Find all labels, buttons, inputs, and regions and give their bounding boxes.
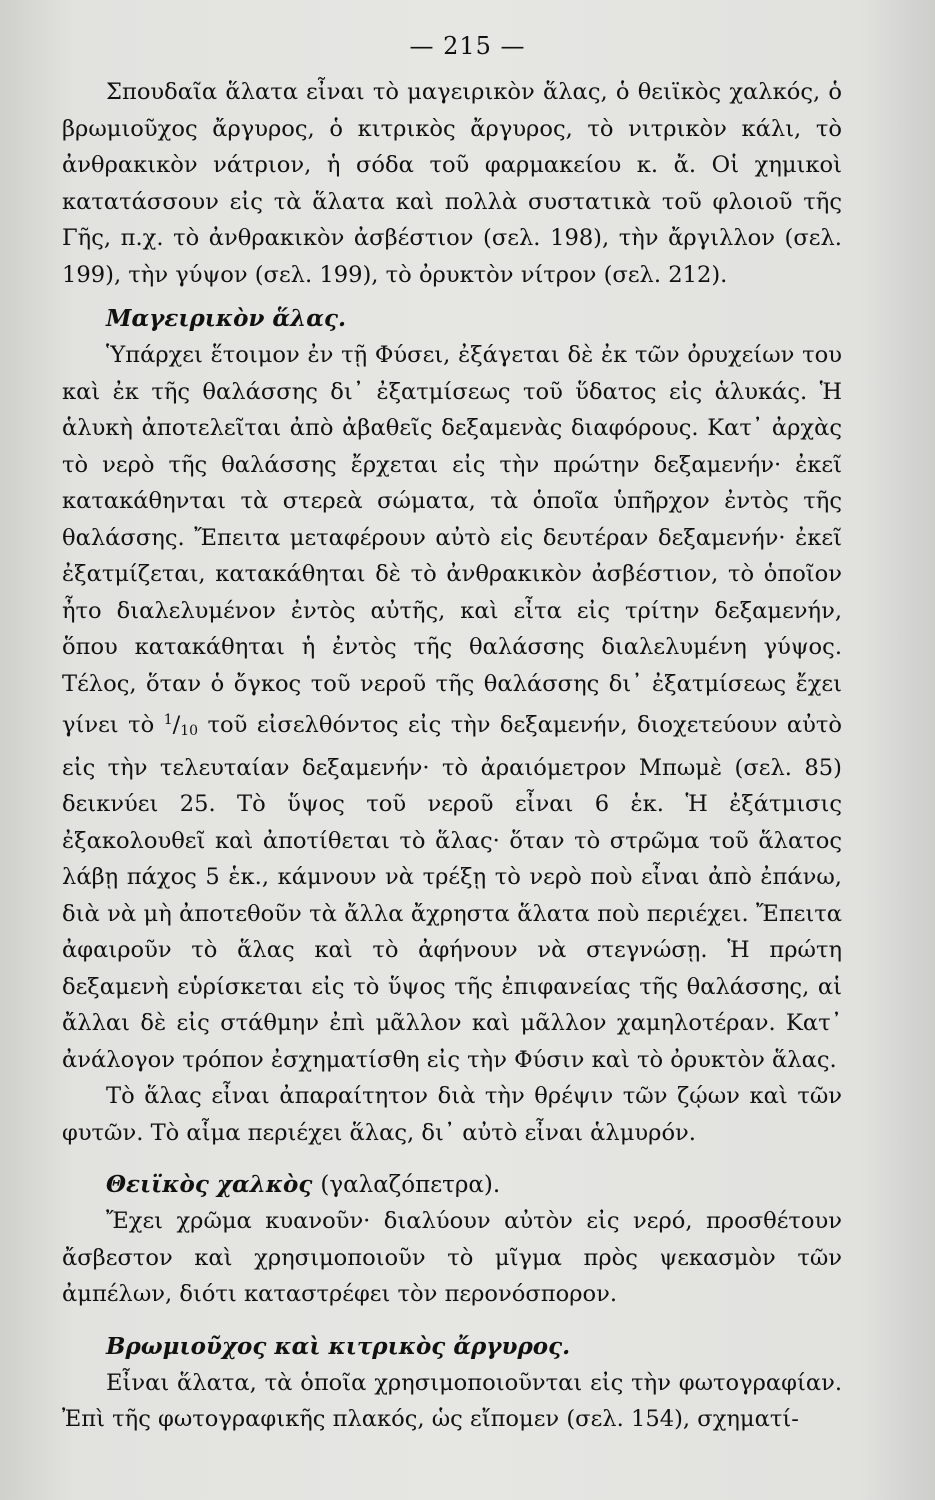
section-heading-salt: Μαγειρικὸν ἅλας. xyxy=(106,305,346,332)
copper-paragraph: Ἔχει χρῶμα κυανοῦν· διαλύουν αὐτὸν εἰς νερό, προσθέτουν ἄσβεστον καὶ χρησιμοποιοῦν τὸ μῖγμα πρὸς ψεκασμὸν τῶν ἀμπέλων, διότι καταστρέφει τὸν περονόσπορον. xyxy=(62,1208,842,1307)
salt-text-part-b: τοῦ εἰσελθόντος εἰς τὴν δεξαμενήν, διοχετεύουν αὐτὸ εἰς τὴν τελευταίαν δεξαμενήν· τὸ ἀραιόμετρον Μπωμὲ (σελ. 85) δεικνύει 25. Τὸ ὕψος τοῦ νεροῦ εἶναι 6 ἑκ. Ἡ ἐξάτμισις ἐξακολουθεῖ καὶ ἀποτίθεται τὸ ἅλας· ὅταν τὸ στρῶμα τοῦ ἅλατος λάβῃ πάχος 5 ἑκ., κάμνουν νὰ τρέξῃ τὸ νερὸ ποὺ εἶναι ἀπὸ ἐπάνω, διὰ νὰ μὴ ἀποτεθοῦν τὰ ἄλλα ἄχρηστα ἅλατα ποὺ περιέχει. Ἔπειτα ἀφαιροῦν τὸ ἅλας καὶ τὸ ἀφήνουν νὰ στεγνώσῃ. Ἡ πρώτη δεξαμενὴ εὑρίσκεται εἰς τὸ ὕψος τῆς ἐπιφανείας τῆς θαλάσσης, αἱ ἄλλαι δὲ εἰς στάθμην ἐπὶ μᾶλλον καὶ μᾶλλον χαμηλοτέραν. Κατ᾿ ἀνάλογον τρόπον ἐσχηματίσθη εἰς τὴν Φύσιν καὶ τὸ ὀρυκτὸν ἅλας. xyxy=(62,712,843,1073)
salt-text-part-a: Ὑπάρχει ἕτοιμον ἐν τῇ Φύσει, ἐξάγεται δὲ ἐκ τῶν ὀρυχείων του καὶ ἐκ τῆς θαλάσσης δι᾿ ἐξατμίσεως τοῦ ὕδατος εἰς ἁλυκάς. Ἡ ἁλυκὴ ἀποτελεῖται ἀπὸ ἀβαθεῖς δεξαμενὰς διαφόρους. Κατ᾿ ἀρχὰς τὸ νερὸ τῆς θαλάσσης ἔρχεται εἰς τὴν πρώτην δεξαμενήν· ἐκεῖ κατακάθηνται τὰ στερεὰ σώματα, τὰ ὁποῖα ὑπῆρχον ἐντὸς τῆς θαλάσσης. Ἔπειτα μεταφέρουν αὐτὸ εἰς δευτέραν δεξαμενήν· ἐκεῖ ἐξατμίζεται, κατακάθηται δὲ τὸ ἀνθρακικὸν ἀσβέστιον, τὸ ὁποῖον ἦτο διαλελυμένον ἐντὸς αὐτῆς, καὶ εἶτα εἰς τρίτην δεξαμενήν, ὅπου κατακάθηται ἡ ἐντὸς τῆς θαλάσσης διαλελυμένη γύψος. Τέλος, ὅταν ὁ ὄγκος τοῦ νεροῦ τῆς θαλάσσης δι᾿ ἐξατμίσεως ἔχει γίνει τὸ xyxy=(62,342,842,738)
silver-paragraph: Εἶναι ἅλατα, τὰ ὁποῖα χρησιμοποιοῦνται εἰς τὴν φωτογραφίαν. Ἐπὶ τῆς φωτογραφικῆς πλακός, ὡς εἴπομεν (σελ. 154), σχηματί- xyxy=(62,1369,842,1432)
fraction-numerator: 1 xyxy=(163,712,173,728)
salt-paragraph-2: Τὸ ἅλας εἶναι ἀπαραίτητον διὰ τὴν θρέψιν τῶν ζῴων καὶ τῶν φυτῶν. Τὸ αἷμα περιέχει ἅλας, δι᾿ αὐτὸ εἶναι ἁλμυρόν. xyxy=(62,1083,842,1146)
intro-paragraph: Σπουδαῖα ἅλατα εἶναι τὸ μαγειρικὸν ἅλας, ὁ θειϊκὸς χαλκός, ὁ βρωμιοῦχος ἄργυρος, ὁ κιτρικὸς ἄργυρος, τὸ νιτρικὸν κάλι, τὸ ἀνθρακικὸν νάτριον, ἡ σόδα τοῦ φαρμακείου κ. ἄ. Οἱ χημικοὶ κατατάσσουν εἰς τὰ ἅλατα καὶ πολλὰ συστατικὰ τοῦ φλοιοῦ τῆς Γῆς, π.χ. τὸ ἀνθρακικὸν ἀσβέστιον (σελ. 198), τὴν ἄργιλλον (σελ. 199), τὴν γύψον (σελ. 199), τὸ ὀρυκτὸν νίτρον (σελ. 212). xyxy=(62,79,842,288)
copper-heading-title: Θειϊκὸς χαλκὸς xyxy=(106,1171,313,1198)
copper-heading-note: (γαλαζόπετρα). xyxy=(320,1172,501,1198)
section-heading-silver: Βρωμιοῦχος καὶ κιτρικὸς ἄργυρος. xyxy=(106,1332,571,1360)
section-heading-copper-sulfate xyxy=(62,1167,842,1203)
page-number: — 215 — xyxy=(409,32,526,60)
page-body xyxy=(62,74,842,1438)
fraction-denominator: 10 xyxy=(180,723,199,739)
salt-paragraph-1: Ὑπάρχει ἕτοιμον ἐν τῇ Φύσει, ἐξάγεται δὲ ἐκ τῶν ὀρυχείων του καὶ ἐκ τῆς θαλάσσης δι᾿ ἐξατμίσεως τοῦ ὕδατος εἰς ἁλυκάς. Ἡ ἁλυκὴ ἀποτελεῖται ἀπὸ ἀβαθεῖς δεξαμενὰς διαφόρους. Κατ᾿ ἀρχὰς τὸ νερὸ τῆς θαλάσσης ἔρχεται εἰς τὴν πρώτην δεξαμενήν· ἐκεῖ κατακάθηνται τὰ στερεὰ σώματα, τὰ ὁποῖα ὑπῆρχον ἐντὸς τῆς θαλάσσης. Ἔπειτα μεταφέρουν αὐτὸ εἰς δευτέραν δεξαμενήν· ἐκεῖ ἐξατμίζεται, κατακάθηται δὲ τὸ ἀνθρακικὸν ἀσβέστιον, τὸ ὁποῖον ἦτο διαλελυμένον ἐντὸς αὐτῆς, καὶ εἶτα εἰς τρίτην δεξαμενήν, ὅπου κατακάθηται ἡ ἐντὸς τῆς θαλάσσης διαλελυμένη γύψος. Τέλος, ὅταν ὁ ὄγκος τοῦ νεροῦ τῆς θαλάσσης δι᾿ ἐξατμίσεως ἔχει γίνει τὸ $^1/_{10}$ τοῦ εἰσελθόντος εἰς τὴν δεξαμενήν, διοχετεύουν αὐτὸ εἰς τὴν τελευταίαν δεξαμενήν· τὸ ἀραιόμετρον Μπωμὲ (σελ. 85) δεικνύει 25. Τὸ ὕψος τοῦ νεροῦ εἶναι 6 ἑκ. Ἡ ἐξάτμισις ἐξακολουθεῖ καὶ ἀποτίθεται τὸ ἅλας· ὅταν τὸ στρῶμα τοῦ ἅλατος λάβῃ πάχος 5 ἑκ., κάμνουν νὰ τρέξῃ τὸ νερὸ ποὺ εἶναι ἀπὸ ἐπάνω, διὰ νὰ μὴ ἀποτεθοῦν τὰ ἄλλα ἄχρηστα ἅλατα ποὺ περιέχει. Ἔπειτα ἀφαιροῦν τὸ ἅλας καὶ τὸ ἀφήνουν νὰ στεγνώσῃ. Ἡ πρώτη δεξαμενὴ εὑρίσκεται εἰς τὸ ὕψος τῆς ἐπιφανείας τῆς θαλάσσης, αἱ ἄλλαι δὲ εἰς στάθμην ἐπὶ μᾶλλον καὶ μᾶλλον χαμηλοτέραν. Κατ᾿ ἀνάλογον τρόπον ἐσχηματίσθη εἰς τὴν Φύσιν καὶ τὸ ὀρυκτὸν ἅλας. xyxy=(62,342,843,1073)
